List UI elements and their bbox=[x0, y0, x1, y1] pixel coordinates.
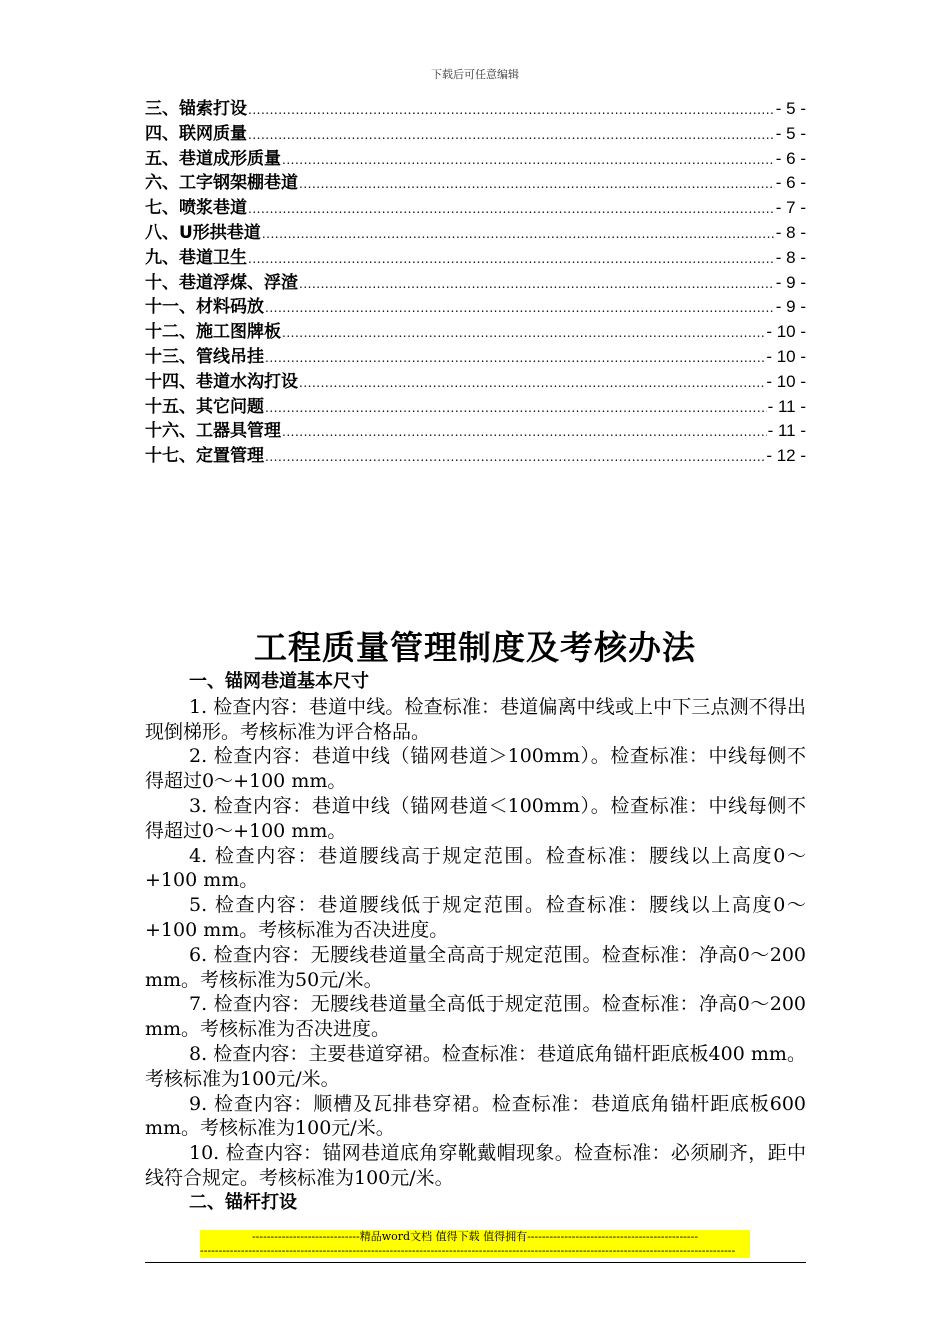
footer-banner-line-1: -----------------------------精品word文档 值得下载 值得拥有---------------------------------------------- bbox=[251, 1230, 699, 1243]
footer-divider bbox=[145, 1262, 806, 1263]
inspection-item: 6. 检查内容：无腰线巷道量全高高于规定范围。检查标准：净高0～200 mm。考核标准为50元/米。 bbox=[145, 943, 806, 991]
toc-entry-page: - 5 - bbox=[775, 99, 806, 118]
toc-leader-dots bbox=[265, 346, 765, 370]
toc-entry[interactable] bbox=[145, 97, 806, 122]
toc-entry-title: 十二、施工图牌板 bbox=[145, 322, 281, 343]
toc-entry[interactable] bbox=[145, 147, 806, 172]
toc-leader-dots bbox=[299, 172, 775, 196]
toc-entry[interactable] bbox=[145, 122, 806, 147]
toc-entry[interactable] bbox=[145, 395, 806, 420]
table-of-contents bbox=[145, 97, 806, 469]
footer-banner bbox=[200, 1230, 750, 1258]
inspection-item: 10. 检查内容：锚网巷道底角穿靴戴帽现象。检查标准：必须刷齐，距中线符合规定。考核标准为100元/米。 bbox=[145, 1142, 806, 1189]
toc-entry-title: 六、工字钢架棚巷道 bbox=[145, 173, 298, 194]
section-heading-1: 一、锚网巷道基本尺寸 bbox=[189, 671, 369, 692]
toc-entry[interactable] bbox=[145, 345, 806, 370]
toc-entry-page: - 5 - bbox=[775, 123, 806, 143]
footer-banner-line-2: ------------------------------------------------------------------------------------------------------------------------------------------------ bbox=[200, 1244, 736, 1257]
toc-leader-dots bbox=[282, 420, 767, 444]
toc-leader-dots bbox=[248, 123, 775, 147]
toc-entry-page: - 6 - bbox=[775, 173, 806, 193]
document-title: 工程质量管理制度及考核办法 bbox=[254, 628, 696, 667]
toc-entry-title: 三、锚索打设 bbox=[145, 99, 247, 119]
toc-entry[interactable] bbox=[145, 171, 806, 196]
toc-entry-page: - 8 - bbox=[775, 247, 806, 267]
toc-entry-page: - 7 - bbox=[775, 198, 806, 218]
toc-leader-dots bbox=[262, 222, 775, 246]
toc-leader-dots bbox=[299, 371, 765, 395]
toc-entry-page: - 9 - bbox=[775, 272, 806, 292]
toc-entry-title: 九、巷道卫生 bbox=[145, 247, 247, 268]
toc-entry-page: - 11 - bbox=[767, 421, 806, 441]
toc-entry[interactable] bbox=[145, 295, 806, 320]
inspection-item: 5. 检查内容：巷道腰线低于规定范围。检查标准：腰线以上高度0～+100 mm。考核标准为否决进度。 bbox=[145, 894, 806, 941]
inspection-item: 7. 检查内容：无腰线巷道量全高低于规定范围。检查标准：净高0～200 mm。考核标准为否决进度。 bbox=[145, 993, 806, 1041]
toc-entry-page: - 9 - bbox=[775, 297, 806, 317]
inspection-item: 8. 检查内容：主要巷道穿裙。检查标准：巷道底角锚杆距底板400 mm。考核标准为100元/米。 bbox=[145, 1042, 806, 1090]
inspection-item: 9. 检查内容：顺槽及瓦排巷穿裙。检查标准：巷道底角锚杆距底板600 mm。考核标准为100元/米。 bbox=[145, 1092, 806, 1140]
toc-leader-dots bbox=[265, 445, 765, 469]
toc-entry-title: 四、联网质量 bbox=[145, 123, 247, 144]
toc-leader-dots bbox=[282, 321, 765, 345]
toc-entry-title: 十五、其它问题 bbox=[145, 396, 264, 417]
toc-entry-title: 七、喷浆巷道 bbox=[145, 198, 247, 219]
toc-entry[interactable] bbox=[145, 271, 806, 296]
toc-leader-dots bbox=[248, 98, 775, 122]
toc-entry-title: 十、巷道浮煤、浮渣 bbox=[145, 272, 298, 293]
toc-entry-page: - 12 - bbox=[766, 446, 806, 466]
toc-entry-title: 八、U形拱巷道 bbox=[145, 222, 261, 243]
toc-entry[interactable] bbox=[145, 320, 806, 345]
toc-entry-page: - 10 - bbox=[766, 371, 806, 391]
toc-entry[interactable] bbox=[145, 196, 806, 221]
toc-entry[interactable] bbox=[145, 221, 806, 246]
inspection-item: 4. 检查内容：巷道腰线高于规定范围。检查标准：腰线以上高度0～+100 mm。 bbox=[145, 844, 806, 892]
toc-entry-title: 十四、巷道水沟打设 bbox=[145, 371, 298, 392]
inspection-item: 1. 检查内容：巷道中线。检查标准：巷道偏离中线或上中下三点测不得出现倒梯形。考核标准为评合格品。 bbox=[145, 695, 806, 743]
section-heading-2: 二、锚杆打设 bbox=[189, 1191, 297, 1213]
toc-entry-title: 十一、材料码放 bbox=[145, 297, 264, 318]
toc-entry-page: - 6 - bbox=[775, 148, 806, 168]
toc-entry-title: 十三、管线吊挂 bbox=[145, 346, 264, 367]
toc-entry-title: 五、巷道成形质量 bbox=[145, 148, 281, 169]
toc-leader-dots bbox=[248, 247, 775, 271]
toc-entry[interactable] bbox=[145, 246, 806, 271]
toc-leader-dots bbox=[299, 272, 775, 296]
document-body bbox=[145, 670, 806, 1216]
toc-leader-dots bbox=[265, 396, 767, 420]
toc-leader-dots bbox=[282, 148, 775, 172]
toc-entry-page: - 10 - bbox=[766, 346, 806, 366]
toc-entry-page: - 10 - bbox=[766, 322, 806, 342]
inspection-item: 3. 检查内容：巷道中线（锚网巷道＜100mm）。检查标准：中线每侧不得超过0～+100 mm。 bbox=[145, 794, 806, 842]
toc-entry[interactable] bbox=[145, 419, 806, 444]
toc-entry-page: - 8 - bbox=[775, 222, 806, 242]
toc-leader-dots bbox=[248, 197, 775, 221]
toc-entry[interactable] bbox=[145, 370, 806, 395]
toc-leader-dots bbox=[265, 296, 775, 320]
toc-entry-title: 十六、工器具管理 bbox=[145, 421, 281, 442]
inspection-item: 2. 检查内容：巷道中线（锚网巷道＞100mm）。检查标准：中线每侧不得超过0～+100 mm。 bbox=[145, 745, 806, 793]
paragraph-list bbox=[145, 695, 806, 1191]
toc-entry[interactable] bbox=[145, 444, 806, 469]
toc-entry-page: - 11 - bbox=[767, 396, 806, 416]
toc-entry-title: 十七、定置管理 bbox=[145, 446, 264, 467]
header-note: 下载后可任意编辑 bbox=[431, 68, 519, 81]
